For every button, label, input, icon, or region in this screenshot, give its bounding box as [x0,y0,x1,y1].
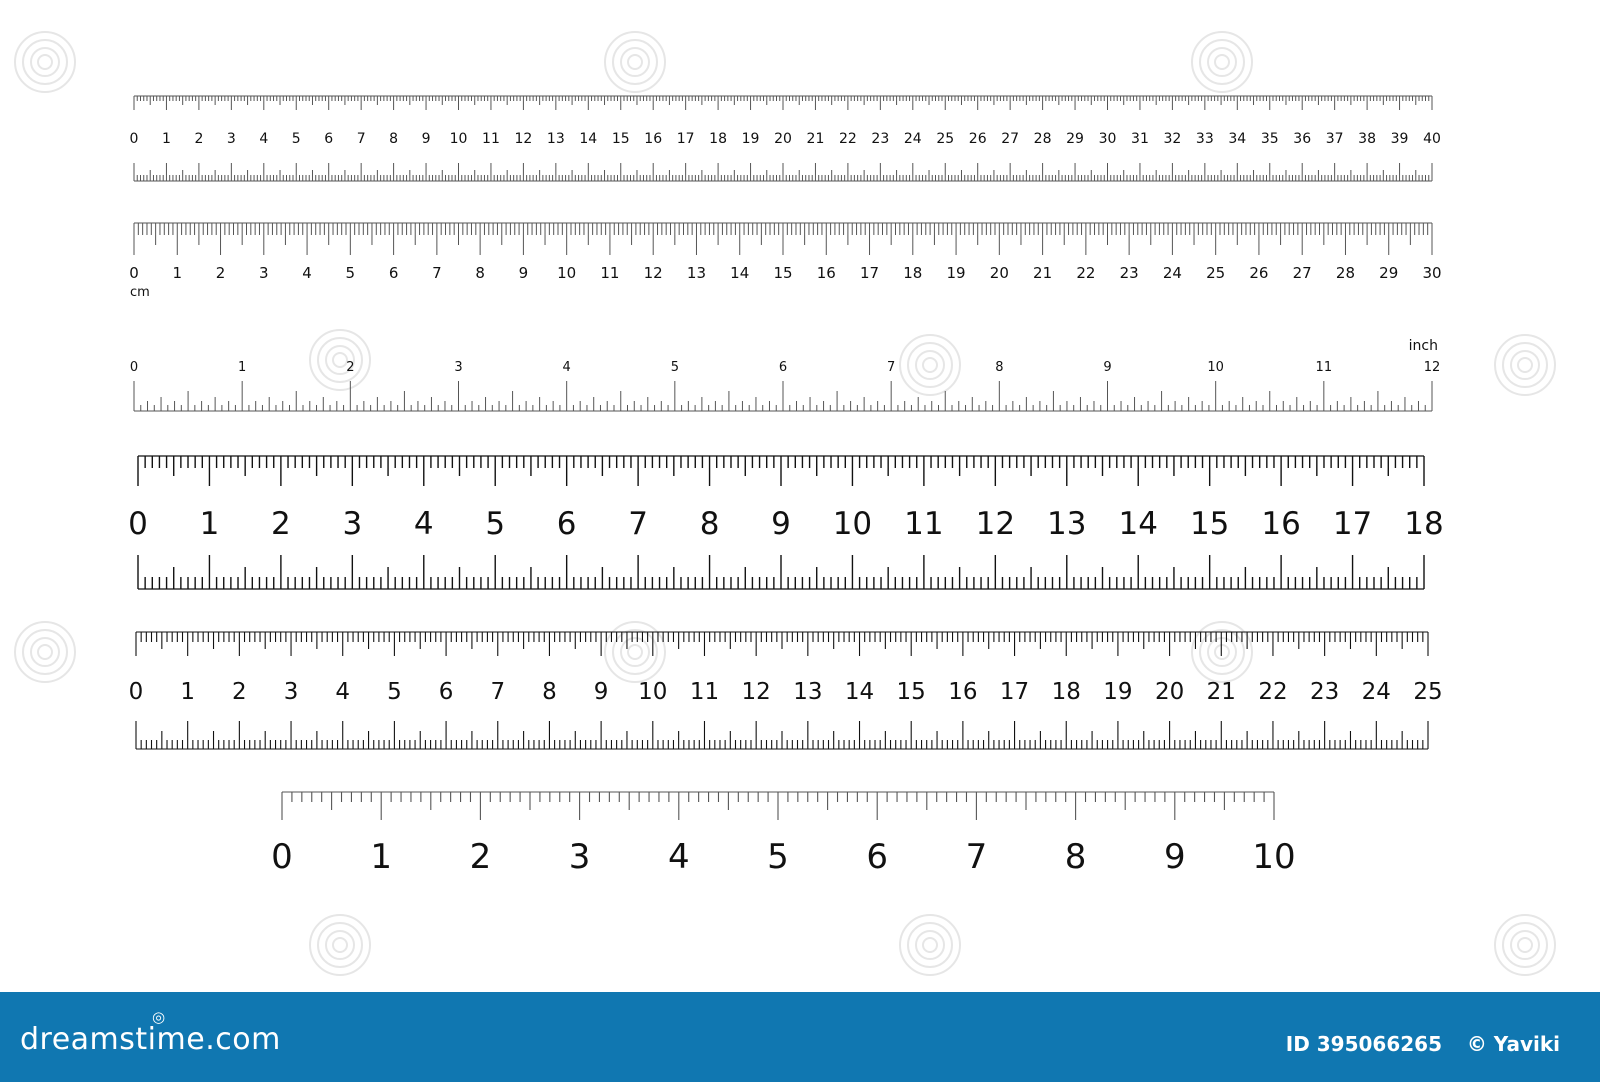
tick-label: 39 [1390,131,1409,147]
tick-label: 21 [1033,264,1053,282]
tick-label: 8 [475,264,485,282]
tick-label: 15 [1189,506,1230,542]
ruler-10 [271,792,1295,877]
footer-bar [0,992,1600,1082]
tick-label: 5 [387,679,402,705]
tick-label: 1 [161,131,171,147]
tick-label: 22 [838,131,857,147]
tick-label: 26 [968,131,987,147]
tick-label: 18 [709,131,728,147]
tick-label: 9 [1163,837,1186,877]
tick-label: 10 [832,506,873,542]
tick-label: 35 [1260,131,1279,147]
tick-label: 17 [999,679,1030,705]
ruler-18 [128,456,1444,589]
ruler-inch-12-tick-band [134,381,1432,411]
tick-label: 3 [226,131,236,147]
tick-label: 12 [1423,360,1441,375]
tick-label: 22 [1076,264,1096,282]
watermark-icon [900,915,960,975]
tick-label: 23 [1119,264,1139,282]
tick-label: 14 [1118,506,1158,542]
tick-label: 9 [518,264,529,282]
tick-label: 0 [129,131,139,147]
tick-label: 1 [172,264,183,282]
tick-label: 4 [667,837,690,877]
tick-label: 17 [859,264,880,282]
tick-label: 25 [936,131,955,147]
author-credit: © Yaviki [1466,1032,1560,1056]
tick-label: 28 [1335,264,1356,282]
tick-label: 29 [1066,131,1084,147]
tick-label: 27 [1001,131,1020,147]
tick-label: 3 [283,679,299,705]
tick-label: 11 [689,679,720,705]
tick-label: 12 [514,131,533,147]
tick-label: 38 [1358,131,1377,147]
tick-label: 33 [1195,131,1214,147]
tick-label: 28 [1033,131,1052,147]
ruler-40-tick-band [134,96,1432,110]
rulers-group [128,96,1444,877]
tick-label: 7 [432,264,442,282]
tick-label: 32 [1163,131,1182,147]
tick-label: 37 [1325,131,1344,147]
tick-label: 2 [271,506,291,542]
tick-label: 25 [1206,264,1226,282]
tick-label: 15 [896,679,926,705]
tick-label: 9 [421,131,431,147]
tick-label: 7 [356,131,366,147]
tick-label: 10 [638,679,668,705]
tick-label: 16 [816,264,836,282]
unit-label: inch [1408,338,1438,354]
tick-label: 20 [1154,679,1185,705]
ruler-18-tick-band [138,456,1424,486]
tick-label: 13 [1047,506,1087,542]
tick-label: 3 [259,264,269,282]
tick-label: 9 [593,679,609,705]
tick-label: 23 [871,131,890,147]
tick-label: 19 [946,264,966,282]
watermark-icon [605,32,665,92]
brand-logo[interactable]: dreamstime.com [20,1022,281,1057]
tick-label: 29 [1379,264,1399,282]
tick-label: 12 [975,506,1016,542]
tick-label: 13 [686,264,707,282]
tick-label: 30 [1422,264,1442,282]
ruler-30-tick-band [134,223,1432,255]
ruler-40 [130,96,1441,181]
tick-label: 14 [730,264,750,282]
tick-label: 6 [778,360,788,375]
tick-label: 20 [774,131,792,147]
tick-label: 7 [490,679,506,705]
tick-label: 15 [773,264,793,282]
tick-label: 17 [676,131,695,147]
ruler-inch-12 [130,338,1440,411]
tick-label: 10 [1252,837,1296,877]
tick-label: 6 [438,679,454,705]
tick-label: 25 [1413,679,1443,705]
tick-label: 3 [568,837,591,877]
tick-label: 7 [965,837,988,877]
tick-label: 0 [128,506,148,542]
tick-label: 22 [1258,679,1288,705]
watermark-layer [15,32,1555,975]
tick-label: 5 [767,837,789,877]
tick-label: 12 [741,679,771,705]
watermark-icon [310,915,370,975]
tick-label: 3 [342,506,363,542]
ruler-30 [129,223,1441,300]
tick-label: 6 [388,264,399,282]
image-id: ID 395066265 [1285,1032,1442,1056]
tick-label: 11 [600,264,620,282]
tick-label: 7 [887,360,896,375]
watermark-icon [1192,32,1252,92]
watermark-icon [900,335,960,395]
tick-label: 8 [995,360,1004,375]
tick-label: 6 [324,131,334,147]
ruler-18-tick-band [138,555,1424,589]
tick-label: 14 [579,131,598,147]
tick-label: 11 [1315,360,1333,375]
watermark-icon [605,622,665,682]
tick-label: 26 [1249,264,1269,282]
tick-label: 4 [562,360,571,375]
tick-label: 10 [449,131,468,147]
tick-label: 24 [1162,264,1182,282]
tick-label: 1 [199,506,220,542]
tick-label: 16 [644,131,663,147]
tick-label: 5 [291,131,301,147]
tick-label: 24 [1361,679,1391,705]
watermark-icon [1192,622,1252,682]
tick-label: 30 [1098,131,1117,147]
tick-label: 0 [129,264,139,282]
tick-label: 9 [1103,360,1112,375]
tick-label: 2 [232,679,247,705]
tick-label: 23 [1309,679,1340,705]
tick-label: 3 [454,360,463,375]
tick-label: 6 [556,506,577,542]
tick-label: 5 [345,264,356,282]
tick-label: 12 [643,264,663,282]
tick-label: 13 [546,131,565,147]
tick-label: 6 [866,837,889,877]
tick-label: 1 [238,360,247,375]
brand-mark-icon: ◎ [152,1008,166,1026]
ruler-25-tick-band [136,721,1428,749]
ruler-10-tick-band [282,792,1274,820]
tick-label: 4 [413,506,434,542]
tick-label: 4 [302,264,312,282]
tick-label: 34 [1228,131,1247,147]
tick-label: 0 [128,679,144,705]
watermark-icon [1495,335,1555,395]
tick-label: 10 [557,264,577,282]
tick-label: 13 [793,679,823,705]
tick-label: 36 [1293,131,1312,147]
tick-label: 17 [1332,506,1373,542]
tick-label: 21 [1206,679,1236,705]
tick-label: 2 [469,837,492,877]
tick-label: 11 [904,506,944,542]
tick-label: 20 [989,264,1009,282]
tick-label: 18 [1051,679,1081,705]
tick-label: 8 [389,131,399,147]
tick-label: 19 [741,131,760,147]
tick-label: 8 [699,506,720,542]
ruler-40-tick-band [134,163,1432,181]
tick-label: 18 [903,264,923,282]
watermark-icon [1495,915,1555,975]
tick-label: 31 [1131,131,1149,147]
tick-label: 8 [542,679,557,705]
tick-label: 1 [370,837,393,877]
tick-label: 5 [485,506,506,542]
tick-label: 24 [903,131,922,147]
watermark-icon [15,32,75,92]
tick-label: 15 [611,131,630,147]
tick-label: 21 [806,131,825,147]
watermark-icon [310,330,370,390]
tick-label: 10 [1207,360,1224,375]
tick-label: 4 [259,131,269,147]
tick-label: 2 [194,131,204,147]
tick-label: 14 [844,679,875,705]
tick-label: 8 [1064,837,1087,877]
tick-label: 40 [1423,131,1441,147]
unit-label: cm [130,285,150,300]
tick-label: 1 [180,679,196,705]
tick-label: 16 [1261,506,1301,542]
tick-label: 5 [670,360,679,375]
watermark-icon [15,622,75,682]
tick-label: 2 [346,360,355,375]
tick-label: 2 [215,264,226,282]
tick-label: 4 [335,679,351,705]
tick-label: 19 [1103,679,1133,705]
tick-label: 18 [1404,506,1444,542]
tick-label: 16 [948,679,978,705]
tick-label: 9 [771,506,791,542]
tick-label: 11 [482,131,500,147]
tick-label: 7 [628,506,648,542]
ruler-25 [129,632,1443,749]
tick-label: 0 [129,360,139,375]
tick-label: 0 [271,837,293,877]
tick-label: 27 [1292,264,1312,282]
